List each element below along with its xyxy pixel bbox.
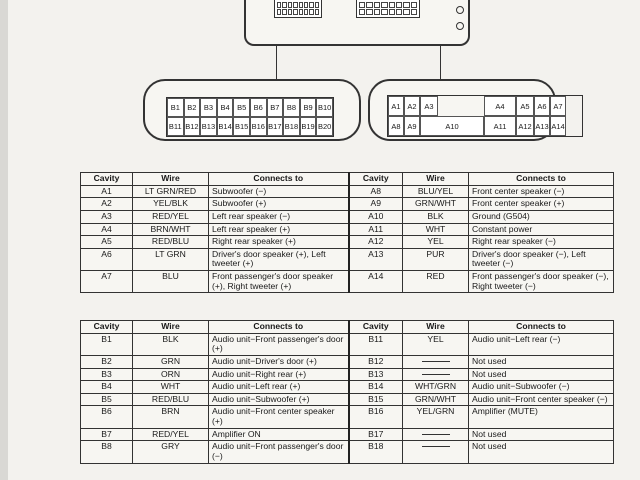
- pin: B18: [283, 117, 300, 136]
- pin: B3: [200, 98, 217, 117]
- table-row: [81, 185, 614, 198]
- connects-cell: Audio unit−Left rear (−): [469, 333, 614, 355]
- cavity-cell: B3: [81, 368, 133, 381]
- wire-cell: WHT: [403, 223, 469, 236]
- screw-icon: [456, 22, 464, 30]
- cavity-cell: A13: [349, 248, 403, 270]
- connects-cell: Left rear speaker (+): [209, 223, 349, 236]
- cavity-cell: B16: [349, 406, 403, 428]
- wire-cell: GRY: [133, 441, 209, 463]
- pin-spacer: [566, 96, 582, 116]
- header-connects: Connects to: [469, 321, 614, 334]
- pin: A9: [404, 116, 420, 136]
- cavity-cell: B1: [81, 333, 133, 355]
- wire-cell: WHT/GRN: [403, 381, 469, 394]
- connects-cell: Not used: [469, 355, 614, 368]
- cavity-cell: B18: [349, 441, 403, 463]
- connects-cell: Ground (G504): [469, 210, 614, 223]
- not-connected-dash: [422, 446, 450, 447]
- cavity-cell: B2: [81, 355, 133, 368]
- connects-cell: Amplifier (MUTE): [469, 406, 614, 428]
- not-connected-dash: [422, 361, 450, 362]
- header-cavity: Cavity: [349, 321, 403, 334]
- cavity-cell: B11: [349, 333, 403, 355]
- cavity-cell: A3: [81, 210, 133, 223]
- pin-spacer: [566, 116, 582, 136]
- cavity-cell: B8: [81, 441, 133, 463]
- pin-spacer: [438, 96, 484, 116]
- connector-b: [143, 79, 361, 141]
- wire-cell: [403, 428, 469, 441]
- pin: B15: [233, 117, 250, 136]
- table-row: [81, 381, 614, 394]
- table-row: [81, 355, 614, 368]
- cavity-cell: B7: [81, 428, 133, 441]
- wire-cell: YEL/BLK: [133, 198, 209, 211]
- connects-cell: Audio unit−Left rear (+): [209, 381, 349, 394]
- connector-b-pin-grid: [166, 97, 334, 137]
- header-connects: Connects to: [209, 173, 349, 186]
- pin: A7: [550, 96, 566, 116]
- connects-cell: Constant power: [469, 223, 614, 236]
- connects-cell: Right rear speaker (+): [209, 236, 349, 249]
- wire-cell: ORN: [133, 368, 209, 381]
- pin: B17: [267, 117, 284, 136]
- header-cavity: Cavity: [81, 173, 133, 186]
- pin: A4: [484, 96, 516, 116]
- table-header-row: [81, 173, 614, 186]
- cavity-cell: A6: [81, 248, 133, 270]
- pin: A1: [388, 96, 404, 116]
- cavity-cell: B6: [81, 406, 133, 428]
- cavity-cell: A9: [349, 198, 403, 211]
- connects-cell: Audio unit−Right rear (+): [209, 368, 349, 381]
- connects-cell: Front passenger's door speaker (+), Right tweeter (+): [209, 271, 349, 293]
- header-cavity: Cavity: [349, 173, 403, 186]
- table-row: [81, 210, 614, 223]
- cavity-cell: A14: [349, 271, 403, 293]
- wire-cell: BLK: [403, 210, 469, 223]
- pin: A8: [388, 116, 404, 136]
- wire-cell: RED/YEL: [133, 210, 209, 223]
- unit-jack-a: [356, 0, 420, 18]
- leader-line-a: [440, 44, 441, 80]
- pin: B20: [316, 117, 333, 136]
- cavity-cell: B12: [349, 355, 403, 368]
- pin: A2: [404, 96, 420, 116]
- wire-cell: BLU: [133, 271, 209, 293]
- connects-cell: Not used: [469, 428, 614, 441]
- connects-cell: Amplifier ON: [209, 428, 349, 441]
- pin: A3: [420, 96, 438, 116]
- table-row: [81, 368, 614, 381]
- connects-cell: Subwoofer (−): [209, 185, 349, 198]
- wire-cell: RED/BLU: [133, 393, 209, 406]
- cavity-cell: A11: [349, 223, 403, 236]
- table-row: [81, 393, 614, 406]
- not-connected-dash: [422, 434, 450, 435]
- connects-cell: Audio unit−Front center speaker (−): [469, 393, 614, 406]
- audio-unit-drawing: [244, 0, 470, 46]
- pin: B16: [250, 117, 267, 136]
- pin: B19: [300, 117, 317, 136]
- pin: B9: [300, 98, 317, 117]
- cavity-cell: A2: [81, 198, 133, 211]
- connects-cell: Not used: [469, 441, 614, 463]
- wire-cell: YEL/GRN: [403, 406, 469, 428]
- wire-cell: [403, 441, 469, 463]
- wire-cell: BRN/WHT: [133, 223, 209, 236]
- table-row: [81, 198, 614, 211]
- cavity-cell: B4: [81, 381, 133, 394]
- connector-b-table: [80, 320, 614, 464]
- cavity-cell: A1: [81, 185, 133, 198]
- connector-a: [368, 79, 565, 141]
- table-row: [81, 271, 614, 293]
- pin: B6: [250, 98, 267, 117]
- connects-cell: Audio unit−Subwoofer (−): [469, 381, 614, 394]
- wire-cell: [403, 355, 469, 368]
- unit-jack-b: [274, 0, 322, 18]
- connects-cell: Left rear speaker (−): [209, 210, 349, 223]
- table-row: [81, 441, 614, 463]
- header-connects: Connects to: [209, 321, 349, 334]
- connects-cell: Front center speaker (+): [469, 198, 614, 211]
- connects-cell: Front center speaker (−): [469, 185, 614, 198]
- cavity-cell: B14: [349, 381, 403, 394]
- header-cavity: Cavity: [81, 321, 133, 334]
- connects-cell: Not used: [469, 368, 614, 381]
- connector-a-pin-grid: [387, 95, 583, 137]
- pin: B11: [167, 117, 184, 136]
- pin: A13: [534, 116, 550, 136]
- wire-cell: LT GRN: [133, 248, 209, 270]
- pin: B2: [184, 98, 201, 117]
- header-connects: Connects to: [469, 173, 614, 186]
- cavity-cell: A12: [349, 236, 403, 249]
- connects-cell: Audio unit−Front passenger's door (+): [209, 333, 349, 355]
- pin: B12: [184, 117, 201, 136]
- wire-cell: PUR: [403, 248, 469, 270]
- table-row: [81, 333, 614, 355]
- cavity-cell: A4: [81, 223, 133, 236]
- pin: A6: [534, 96, 550, 116]
- connects-cell: Audio unit−Subwoofer (+): [209, 393, 349, 406]
- table-row: [81, 223, 614, 236]
- cavity-cell: A7: [81, 271, 133, 293]
- wire-cell: YEL: [403, 236, 469, 249]
- table-row: [81, 236, 614, 249]
- table-row: [81, 406, 614, 428]
- pin: B14: [217, 117, 234, 136]
- screw-icon: [456, 6, 464, 14]
- connects-cell: Front passenger's door speaker (−), Right tweeter (−): [469, 271, 614, 293]
- wire-cell: GRN/WHT: [403, 393, 469, 406]
- header-wire: Wire: [403, 321, 469, 334]
- cavity-cell: A10: [349, 210, 403, 223]
- pin: A10: [420, 116, 484, 136]
- cavity-cell: A5: [81, 236, 133, 249]
- connects-cell: Right rear speaker (−): [469, 236, 614, 249]
- not-connected-dash: [422, 374, 450, 375]
- wire-cell: BLK: [133, 333, 209, 355]
- cavity-cell: B13: [349, 368, 403, 381]
- page-edge: [0, 0, 8, 480]
- wire-cell: BLU/YEL: [403, 185, 469, 198]
- header-wire: Wire: [133, 173, 209, 186]
- wire-cell: YEL: [403, 333, 469, 355]
- connects-cell: Driver's door speaker (+), Left tweeter (+): [209, 248, 349, 270]
- connects-cell: Audio unit−Front passenger's door (−): [209, 441, 349, 463]
- table-row: [81, 428, 614, 441]
- pin: B5: [233, 98, 250, 117]
- cavity-cell: B17: [349, 428, 403, 441]
- wire-cell: LT GRN/RED: [133, 185, 209, 198]
- pin: B4: [217, 98, 234, 117]
- header-wire: Wire: [133, 321, 209, 334]
- pin: A11: [484, 116, 516, 136]
- connector-a-table: [80, 172, 614, 293]
- table-header-row: [81, 321, 614, 334]
- connects-cell: Audio unit−Front center speaker (+): [209, 406, 349, 428]
- connects-cell: Subwoofer (+): [209, 198, 349, 211]
- cavity-cell: A8: [349, 185, 403, 198]
- leader-line-b: [276, 44, 277, 80]
- pin: B1: [167, 98, 184, 117]
- wire-cell: RED/YEL: [133, 428, 209, 441]
- wire-cell: BRN: [133, 406, 209, 428]
- wire-cell: [403, 368, 469, 381]
- wire-cell: GRN/WHT: [403, 198, 469, 211]
- pin: B13: [200, 117, 217, 136]
- cavity-cell: B15: [349, 393, 403, 406]
- pin: B8: [283, 98, 300, 117]
- table-row: [81, 248, 614, 270]
- connects-cell: Driver's door speaker (−), Left tweeter (−): [469, 248, 614, 270]
- pin: A14: [550, 116, 566, 136]
- wire-cell: GRN: [133, 355, 209, 368]
- wire-cell: RED: [403, 271, 469, 293]
- pin: A12: [516, 116, 534, 136]
- connects-cell: Audio unit−Driver's door (+): [209, 355, 349, 368]
- pin: B7: [267, 98, 284, 117]
- pin: B10: [316, 98, 333, 117]
- pin: A5: [516, 96, 534, 116]
- wire-cell: RED/BLU: [133, 236, 209, 249]
- wire-cell: WHT: [133, 381, 209, 394]
- cavity-cell: B5: [81, 393, 133, 406]
- header-wire: Wire: [403, 173, 469, 186]
